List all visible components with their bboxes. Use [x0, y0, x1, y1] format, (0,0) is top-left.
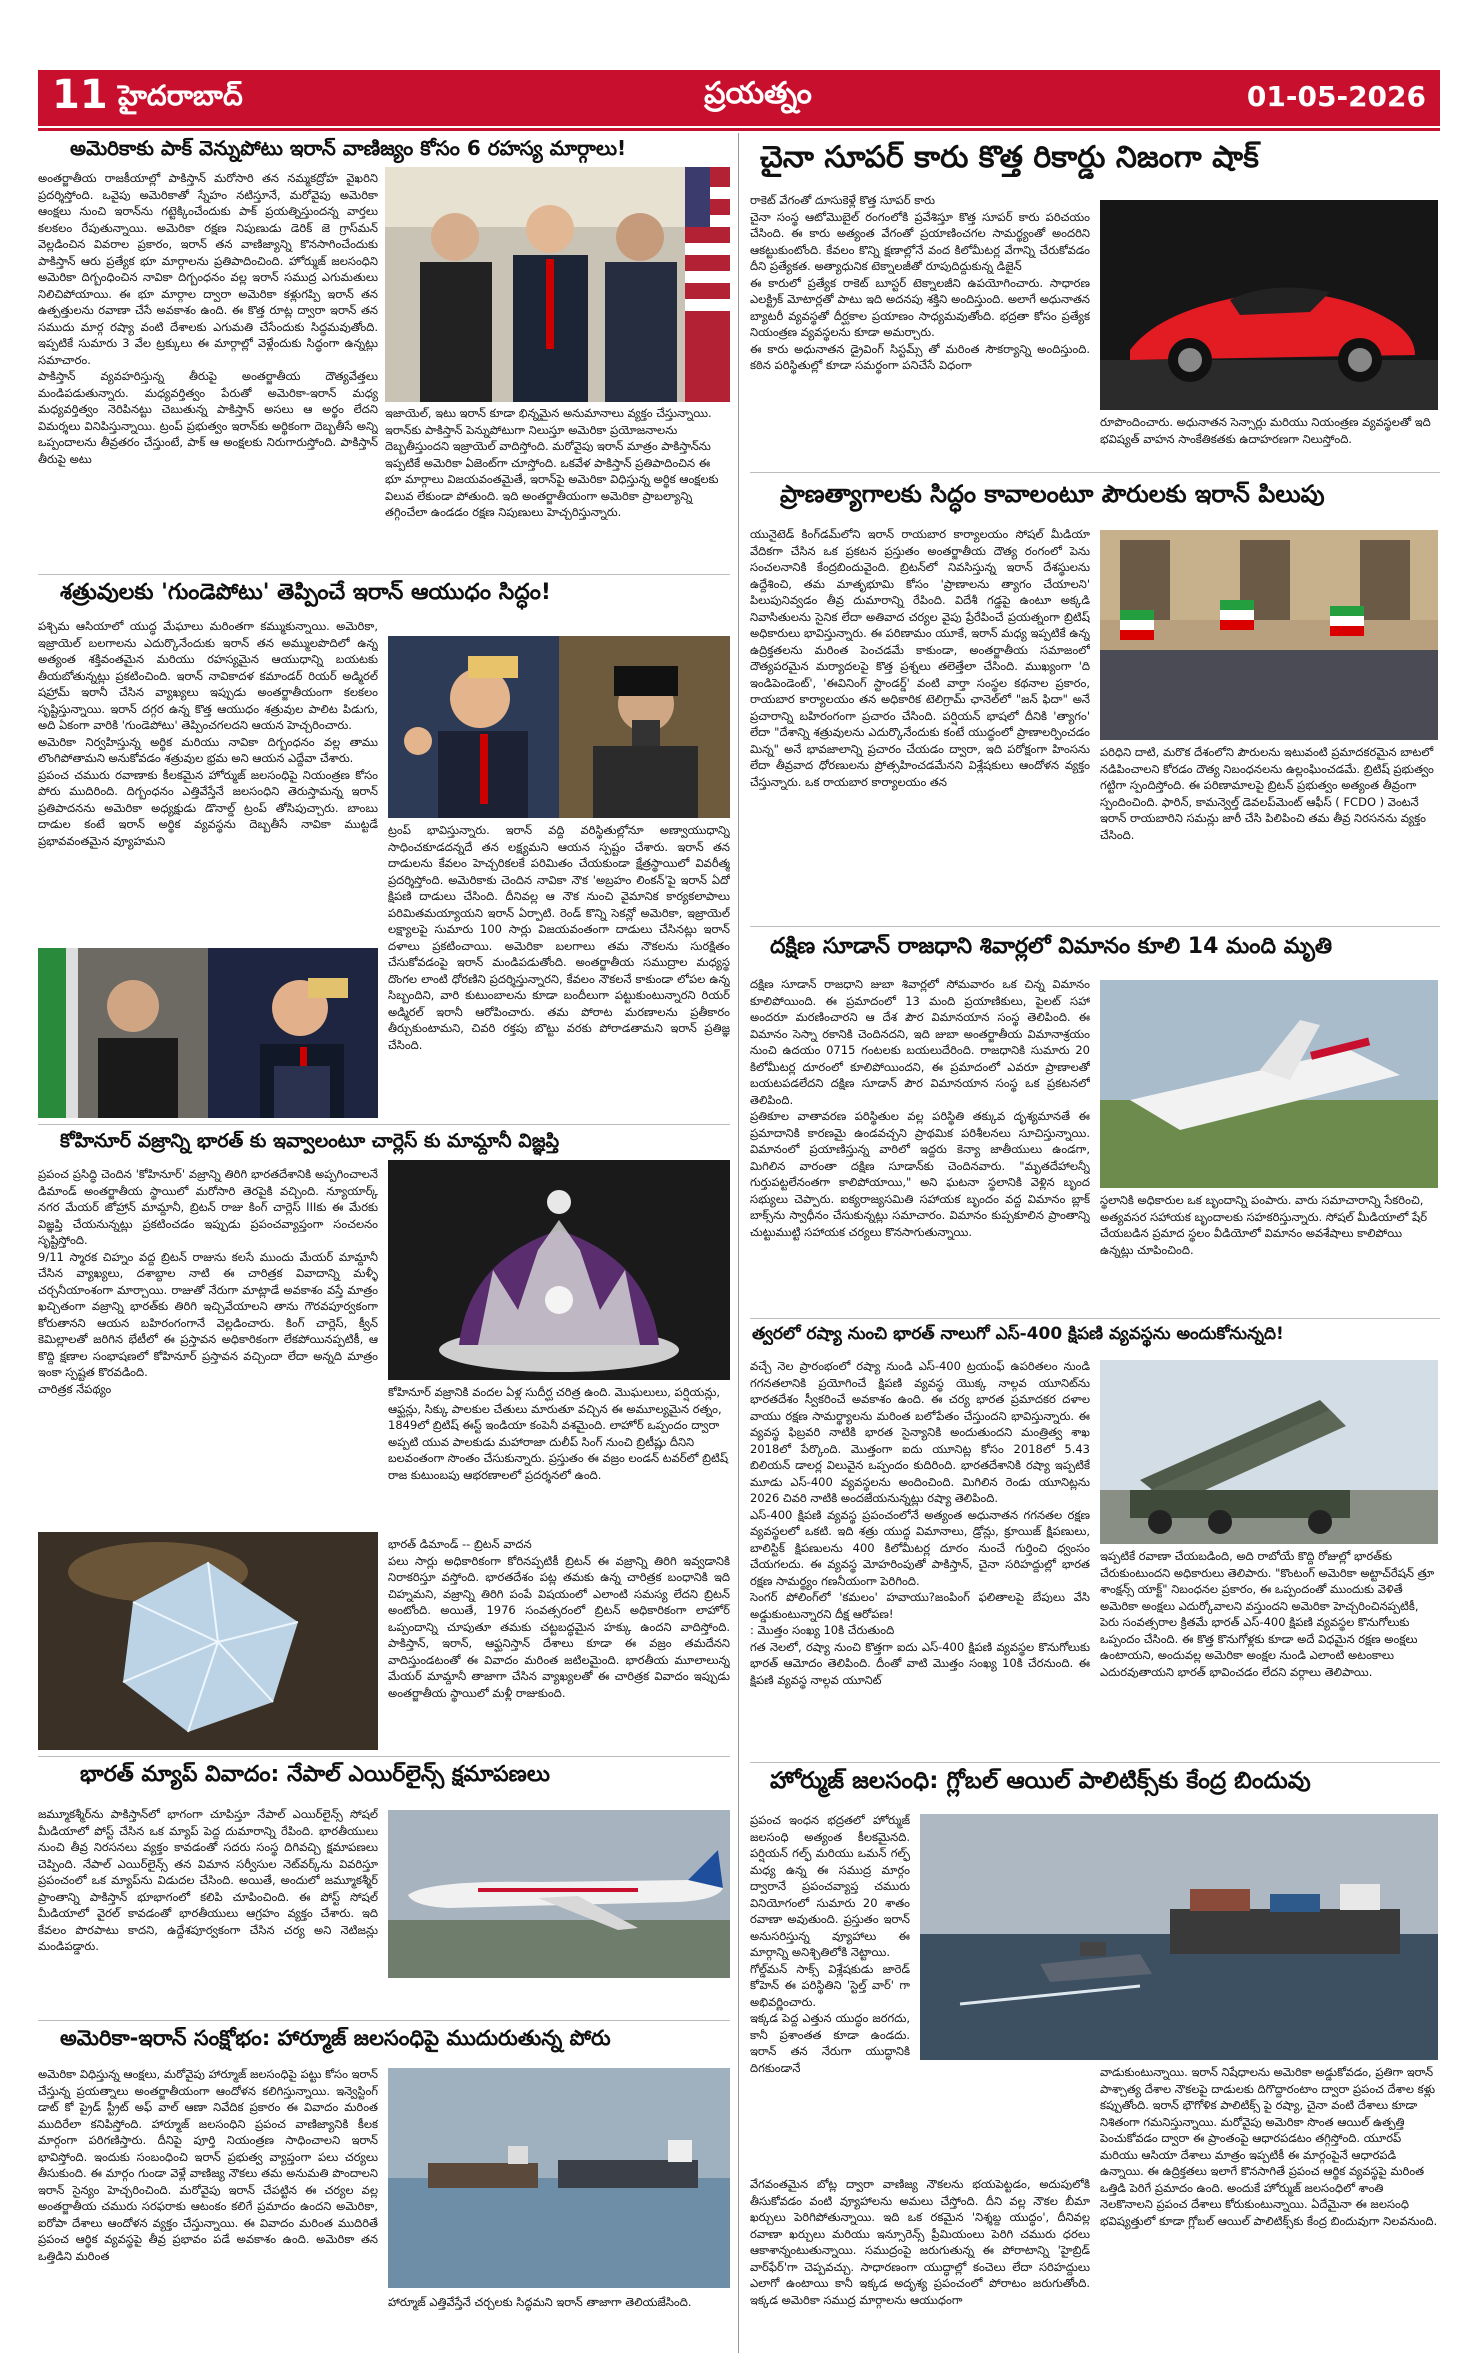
photo-protest: [1100, 530, 1438, 740]
photo-protest-image: [1100, 530, 1438, 740]
headline: దక్షిణ సూడాన్ రాజధాని శివార్లలో విమానం కూలి 14 మంది మృతి: [770, 934, 1333, 959]
photo-caption: రూపొందించారు. అధునాతన సెన్సార్లు మరియు నియంత్రణ వ్యవస్థలతో ఇది భవిష్యత్ వాహన సాంకేతికతకు ఉదాహరణగా నిలుస్తోంది.: [1100, 415, 1431, 446]
photo-caption: వాడుకుంటున్నాయి. ఇరాన్ నిషేధాలను అమెరికా అడ్డుకోవడం, ప్రతిగా ఇరాన్ పాశ్చాత్య దేశాల నౌకలపై దాడులకు దిగొద్దారంటాం ద్వారా ప్రపంచ దేశాల కళ్లు కప్పుతోంది. ఇరాన్ భౌగోళిక పాలిటిక్స్ పై రష్యా, చైనా వంటి దేశాలు కూడా నిశితంగా గమనిస్తున్నాయి. మరోవైపు అమెరికా సొంత ఆయిల్ ఉత్పత్తి పెంచుకోవడం ద్వారా ఈ ప్రాంతంపై ఆధారపడటం తగ్గిస్తోంది. యూరప్ మరియు ఆసియా దేశాలు మాత్రం ఇప్పటికీ ఈ మార్గంపైనే ఆధారపడి ఉన్నాయి. ఈ ఉద్రిక్తతలు ఇలాగే కొనసాగితే ప్రపంచ ఆర్థిక వ్యవస్థపై మరింత ఒత్తిడి పెరిగే ప్రమాదం ఉంది. అందుకే హోర్ముజ్ జలసంధిలో శాంతి నెలకొనాలని ప్రపంచ దేశాలు కోరుకుంటున్నాయి. ఏదేమైనా ఈ జలసంధి భవిష్యత్తులో కూడా గ్లోబల్ ఆయిల్ పాలిటిక్స్‌కు కేంద్ర బిందువుగా నిలవనుంది.: [1100, 2065, 1438, 2228]
paragraph: పలు సార్లు అధికారికంగా కోరినప్పటికీ బ్రిటన్ ఈ వజ్రాన్ని తిరిగి ఇవ్వడానికి నిరాకరిస్తూ వస్తోంది. భారతదేశం పట్ల తమకు ఉన్న చారిత్రక బంధానికి ఇది చిహ్నమని, వజ్రాన్ని తిరిగి పంపే విషయంలో ఎలాంటి సమస్య లేదని బ్రిటన్ అంటోంది. అయితే, 1976 సంవత్సరంలో బ్రిటన్ అధికారికంగా లాహోర్ ఒప్పందాన్ని చూపుతూ తమకు చట్టబద్ధమైన హక్కు ఉందని వాదిస్తోంది. పాకిస్తాన్, ఇరాన్, ఆఫ్ఘనిస్తాన్ దేశాలు కూడా ఈ వజ్రం తమదేనని వాదిస్తుండటంతో ఈ వివాదం మరింత జటిలమైంది. భారతీయ మూలాలున్న మేయర్ మామ్దానీ తాజాగా చేసిన వ్యాఖ్యలతో ఈ చారిత్రక వివాదం ఇప్పుడు అంతర్జాతీయ స్థాయిలో మళ్లీ రాజుకుంది.: [388, 1553, 730, 1700]
edition-date: 01-05-2026: [1246, 80, 1426, 113]
photo-caption: పరిధిని దాటి, మరొక దేశంలోని పౌరులను ఇటువంటి ప్రమాదకరమైన బాటలో నడిపించాలని కోరడం దౌత్య నిబంధనలను ఉల్లంఘించడమే. బ్రిటిష్ ప్రభుత్వం గట్టిగా స్పందిస్తోంది. ఈ పరిణామాలపై బ్రిటన్ ప్రభుత్వం అత్యంత తీవ్రంగా స్పందించింది. ఫారిన్, కామన్వెల్త్ డెవలప్‌మెంట్ ఆఫీస్ ( FCDO ) వెంటనే ఇరాన్ రాయబారిని సమన్లు జారీ చేసి పిలిపించి తమ తీవ్ర నిరసనను వ్యక్తం చేసింది.: [1100, 745, 1434, 842]
photo-leaders-handshake-image: [385, 167, 730, 402]
article-body: [750, 1358, 1090, 1758]
page-header: [38, 70, 1440, 126]
article-body: [388, 1536, 730, 1750]
subheading: చారిత్రక నేపథ్యం: [38, 1381, 112, 1396]
column-divider: [738, 133, 739, 2353]
paragraph: 9/11 స్మారక చిహ్నం వద్ద బ్రిటన్ రాజును కలసే ముందు మేయర్ మామ్దానీ చేసిన వ్యాఖ్యలు, దశాబ్దాల నాటి ఈ చారిత్రక వివాదాన్ని మళ్ళీ చర్చనీయాంశంగా మార్చాయి. రాజుతో నేరుగా మాట్లాడే అవకాశం వస్తే మాత్రం ఖచ్చితంగా వజ్రాన్ని భారత్‌కు తిరిగి ఇచ్చివేయాలని తాను గౌరవపూర్వకంగా కోరుతానని ఆయన బహిరంగంగానే వెల్లడించారు. కింగ్ చార్లెస్, క్వీన్ కెమిల్లాలతో జరిగిన భేటీలో ఈ ప్రస్తావన అధికారికంగా లేకపోయినప్పటికీ, ఆ కొద్ది క్షణాల సంభాషణలో కోహినూర్ ప్రస్తావన వచ్చిందా లేదా అన్నది మాత్రం ఇంకా స్పష్టత కొరవడింది.: [38, 1249, 378, 1379]
article-separator: [750, 472, 1440, 473]
paragraph: దక్షిణ సూడాన్ రాజధాని జుబా శివార్లలో సోమవారం ఒక చిన్న విమానం కూలిపోయింది. ఈ ప్రమాదంలో 13 మంది ప్రయాణికులు, పైలట్ సహా అందరూ మరణించారని ఆ దేశ పౌర విమానయాన సంస్థ తెలిపింది. ఈ విమానం సెస్నా రకానికి చెందినదని, ఇది జుబా అంతర్జాతీయ విమానాశ్రయం నుంచి ఉదయం 0715 గంటలకు బయలుదేరింది. రాజధానికి సుమారు 20 కిలోమీటర్ల దూరంలో కూలిపోయిందని, ఈ ప్రమాదంలో ఎవరూ ప్రాణాలతో బయటపడలేదని దక్షిణ సూడాన్ పౌర విమానయాన సంస్థ ఒక ప్రకటనలో తెలిపింది.: [750, 977, 1090, 1107]
paragraph: ప్రపంచ ఇంధన భద్రతలో హోర్ముజ్ జలసంధి అత్యంత కీలకమైనది. పర్షియన్ గల్ఫ్ మరియు ఒమన్ గల్ఫ్ మధ్య ఉన్న ఈ సముద్ర మార్గం ద్వారానే ప్రపంచవ్యాప్త చమురు వినియోగంలో సుమారు 20 శాతం రవాణా అవుతుంది. ప్రస్తుతం ఇరాన్ అనుసరిస్తున్న వ్యూహాలు ఈ మార్గాన్ని అనిశ్చితిలోకి నెట్టాయి.: [750, 1813, 910, 1959]
paragraph: ప్రపంచ చమురు రవాణాకు కీలకమైన హోర్ముజ్ జలసంధిపై నియంత్రణ కోసం పోరు ముదిరింది. దిగ్బంధనం ఎత్తివేస్తేనే జలసంధిని తెరుస్తామన్న ఇరాన్ ప్రతిపాదనను అమెరికా అధ్యక్షుడు డొనాల్డ్ ట్రంప్ తోసిపుచ్చారు. బాంబు దాడుల కంటే ఇరాన్ అర్థిక వ్యవస్థను దెబ్బతీసే నావికా ముట్టడే ప్రభావవంతమైన వ్యూహమని: [38, 767, 378, 848]
paragraph: చైనా సంస్థ ఆటోమొబైల్ రంగంలోకి ప్రవేశిస్తూ కొత్త సూపర్ కారు పరిచయం చేసింది. ఈ కారు అత్యంత వేగంతో ప్రయాణించగల సామర్థ్యంతో అందరిని ఆకట్టుకుంటోంది. కేవలం కొన్ని క్షణాల్లోనే వంద కిలోమీటర్ల వేగాన్ని చేరుకోవడం దీని ప్రత్యేకత. అత్యాధునిక టెక్నాలజీతో రూపుదిద్దుకున్న డిజైన్: [750, 209, 1090, 273]
article-body: ట్రంప్ భావిస్తున్నారు. ఇరాన్ వద్ది వరిస్థితుల్లోనూ అణ్వాయుధాన్ని సాధించకూడదన్నదే తన లక్ష్యమని ఆయన స్పష్టం చేశారు. ఇరాన్ తన దాడులను కేవలం హెచ్చరికలకే పరిమితం చేయకుండా క్షేత్రస్థాయిలో వివరీత్మ ప్రదర్శిస్తోంది. అమెరికాకు చెందిన నావికా నౌక 'అబ్రహం లింకన్'పై ఇరాన్ ఏదో క్షిపణి దాడులు చేసింది. దీనివల్ల ఆ నౌక నుంచి వైమానిక కార్యకలాపాలు పరిమితమయ్యాయని ఇరాన్ ఏర్పాటి. రెండ్ కొన్ని సెకన్లో అమెరికా, ఇజ్రాయెల్ లక్ష్యాలపై సుమారు 100 సార్లు విజయవంతంగా దాడులు చేసినట్లు ఇరాన్ దళాలు ప్రకటించాయి. అమెరికా బలగాలు తమ నౌకలను సురక్షితం చేసుకోవడంపై ఇరాన్ మండిపడుతోంది. అంతర్జాతీయ సముద్రాల మధ్యస్థ దొంగల లాంటి ధోరణిని ప్రదర్శిస్తున్నారని, కేవలం నౌకలనే కాకుండా లోపల ఉన్న సిబ్బందిని, వారి కుటుంబాలను కూడా బందీలుగా పట్టుకుంటున్నారని రియర్ అడ్మిరల్ ఇరానీ ఆరోపించారు. తమ పోరాట మరణాలను ప్రతీకారం తీర్చుకుంటామని, చివరి రక్తపు బొట్టు వరకు పోరాడతామని ఇరాన్ ప్రతిజ్ఞ చేసింది.: [388, 823, 730, 1052]
photo-diamond-image: [38, 1532, 378, 1750]
headline: శత్రువులకు 'గుండెపోటు' తెప్పించే ఇరాన్ ఆయుధం సిద్ధం!: [60, 580, 551, 605]
headline: హోర్ముజ్ జలసంధి: గ్లోబల్ ఆయిల్ పాలిటిక్స్‌కు కేంద్ర బిందువు: [770, 1768, 1311, 1794]
photo-airplane-image: [388, 1810, 730, 1978]
paragraph: అమెరికా నిర్వహిస్తున్న అర్థిక మరియు నావికా దిగ్బంధనం వల్ల తాము లొంగిపోతామని అనుకోవడం శత్రువుల భ్రమ అని ఆయన ఎద్దేవా చేశారు.: [38, 734, 378, 765]
photo-plane-crash: [1100, 980, 1438, 1188]
article-separator: [750, 1762, 1440, 1763]
photo-diamond: [38, 1532, 378, 1750]
photo-caption: ఇజాయెల్, ఇటు ఇరాన్ కూడా భిన్నమైన అనుమానాలు వ్యక్తం చేస్తున్నాయి. ఇరాన్‌కు పాకిస్తాన్ పెన్నుపోటుగా నిలుస్తూ అమెరికా ప్రయోజనాలను దెబ్బతీస్తుందని ఇజ్రాయెల్ వాదిస్తోంది. మరోవైపు ఇరాన్ మాత్రం పాకిస్తాన్‌ను ఇప్పటికే అమెరికా ఏజెంట్‌గా చూస్తోంది. ఒకవేళ పాకిస్తాన్ ప్రతిపాదించిన ఈ భూ మార్గాలు విజయవంతమైతే, ఇరాన్‌పై అమెరికా విధిస్తున్న అర్థిక ఆంక్షలకు విలువ లేకుండా పోతుంది. ఇది అంతర్జాతీయంగా అమెరికా ప్రాబల్యాన్ని తగ్గించేలా ఉండడం రక్షణ నిపుణులు హెచ్చరిస్తున్నారు.: [385, 406, 719, 519]
photo-crown-image: [388, 1160, 730, 1380]
headline: చైనా సూపర్ కారు కొత్త రికార్డు నిజంగా షాక్: [760, 140, 1259, 175]
subheading: భారత్ డిమాండ్ -- బ్రిటన్ వాదన: [388, 1537, 532, 1551]
photo-supercar-image: [1100, 200, 1438, 410]
photo-plane-crash-image: [1100, 980, 1438, 1188]
photo-officials-podium-image: [38, 948, 378, 1118]
article-separator: [38, 574, 730, 575]
paragraph: అంతర్జాతీయ రాజకీయాల్లో పాకిస్తాన్ మరోసారి తన నమ్మకద్రోహ వైఖరిని ప్రదర్శిస్తోంది. ఒవైపు అమెరికాతో స్నేహం నటిస్తూనే, మరోవైపు అమెరికా ఆంక్షలు నుంచి ఇరాన్‌ను గట్టెక్కించేందుకు పాక్ ప్రయత్నిస్తుందన్న వార్తలు కలకలం రేపుతున్నాయి. అమెరికా రక్షణ నిపుణుడు డెరిక్ జె గ్రాస్‌మన్ వెల్లడించిన వివరాల ప్రకారం, ఇరాన్ తన వాణిజ్యాన్ని కొనసాగించేందుకు పాకిస్తాన్ ఆరు ప్రత్యేక భూ మార్గాలను ప్రతిపాదించింది. హోర్ముజ్ జలసంధిని అమెరికా దిగ్బంధించిన నావికా దిగ్బంధనం వల్ల ఇరాన్ సముద్ర ఎగుమతులు నిలిచిపోయాయి. ఈ భూ మార్గాల ద్వారా అమెరికా కళ్లుగప్పి ఇరాన్ తన ఉత్పత్తులను రవాణా చేసే అవకాశం ఉంది. ఈ కొత్త రూట్ల ద్వారా ఇరాన్ తన సముదు మార్గ రష్యా వంటి దేశాలకు ఎగుమతి చేసేందుకు సిద్ధమవుతోంది. ఇప్పటికే సుమారు 3 వేల ట్రక్కులు ఈ మార్గాల్లో వెళ్లేందుకు సిద్ధంగా ఉన్నట్లు సమాచారం.: [38, 171, 378, 367]
article-body: [38, 1166, 378, 1526]
article-separator: [750, 926, 1440, 927]
photo-caption: కోహినూర్ వజ్రానికి వందల ఏళ్ల సుదీర్ఘ చరిత్ర ఉంది. మొఘలులు, పర్షియన్లు, ఆఫ్ఘన్లు, సిక్కు పాలకుల చేతులు మారుతూ వచ్చిన ఈ అమూల్యమైన రత్నం, 1849లో బ్రిటిష్ ఈస్ట్ ఇండియా కంపెనీ వశమైంది. లాహోర్ ఒప్పందం ద్వారా అప్పటి యువ పాలకుడు మహారాజా దులీప్ సింగ్ నుంచి బ్రిటీష్లు దీనిని బలవంతంగా సొంతం చేసుకున్నారు. ప్రస్తుతం ఈ వజ్రం లండన్ టవర్‌లో బ్రిటిష్ రాజ కుటుంబపు ఆభరణాలలో ప్రదర్శనలో ఉంది.: [388, 1385, 729, 1482]
paragraph: గోల్డ్‌మన్ సాక్స్ విశ్లేషకుడు జారెడ్ కోహెన్ ఈ పరిస్థితిని 'స్టెల్త్ వార్' గా అభివర్ణించారు.: [750, 1961, 910, 2009]
photo-s400-launcher-image: [1100, 1360, 1438, 1544]
paragraph: సెంగర్ పోలింగ్‌లో 'కమలం' హవాయు?జంపింగ్ ఫలితాలపై బేపులు వేసి అడ్డుకుంటున్నారని దీక్ష ఆరోపణ!: [750, 1590, 1090, 1621]
headline: అమెరికా-ఇరాన్ సంక్షోభం: హార్మూజ్ జలసంధిపై ముదురుతున్న పోరు: [60, 2026, 611, 2050]
article-body: వేగవంతమైన బోట్ల ద్వారా వాణిజ్య నౌకలను భయపెట్టడం, అదుపులోకి తీసుకోవడం వంటి వ్యూహాలను అమలు చేస్తోంది. దీని వల్ల నౌకల బీమా ఖర్చులు పెరిగిపోతున్నాయి. ఇది ఒక రకమైన 'నిశ్శబ్ద యుద్ధం', దీనివల్ల రవాణా ఖర్చులు మరియు ఇన్సూరెన్స్ ప్రీమియంలు పెరిగి చమురు ధరలు ఆకాశాన్నంటుతున్నాయి. సముద్రంపై జరుగుతున్న ఈ పోరాటాన్ని 'హైబ్రిడ్ వార్‌ఫేర్'గా చెప్పవచ్చు. సాధారణంగా యుద్ధాల్లో కంచెలు లేదా సరిహద్దులు ఎలాగో ఉంటాయి కానీ ఇక్కడ అదృశ్య ప్రపంచంలో పోరాటం జరుగుతోంది. ఇక్కడ అమెరికా సముద్ర మార్గాలను ఆయుధంగా: [750, 2177, 1090, 2307]
article-separator: [38, 1124, 730, 1125]
headline: భారత్ మ్యాప్ వివాదం: నేపాల్ ఎయిర్‌లైన్స్ క్షమాపణలు: [80, 1762, 551, 1787]
article-body: [750, 976, 1090, 1316]
article-body: [750, 192, 1090, 460]
article-body: [38, 618, 378, 943]
photo-officials-podium: [38, 948, 378, 1118]
article-separator: [750, 1318, 1440, 1319]
header-rule: [38, 128, 1440, 131]
article-separator: [38, 1756, 730, 1757]
paragraph: గత నెలలో, రష్యా నుంచి కొత్తగా ఐదు ఎస్-400 క్షిపణి వ్యవస్థల కొనుగోలుకు భారత్ ఆమోదం తెలిపింది. దీంతో వాటి మొత్తం సంఖ్య 10కి చేరనుంది. ఈ క్షిపణి వ్యవస్థ నాల్గవ యూనిట్: [750, 1639, 1090, 1687]
paragraph: ఈ కారు అధునాతన డ్రైవింగ్ సిస్టమ్స్ తో మరింత సౌకర్యాన్ని అందిస్తుంది. కఠిన పరిస్థితుల్లో కూడా సమర్థంగా పనిచేసే విధంగా: [750, 341, 1090, 372]
paragraph: పాకిస్తాన్ వ్యవహరిస్తున్న తీరుపై అంతర్జాతీయ దౌత్యవేత్తలు మండిపడుతున్నారు. మధ్యవర్తిత్వం పేరుతో అమెరికా-ఇరాన్ మధ్య మధ్యవర్తిత్వం నెరిపినట్టు చెబుతున్న పాకిస్తాన్ అసలు ఆ అర్థం లేదని విమర్శలు వినిపిస్తున్నాయి. ట్రంప్ ప్రభుత్వం ఇరాన్‌కు అర్థికంగా దెబ్బతీసే అన్ని ఒప్పందాలను తీవ్రతరం చేస్తుంటే, పాక్ ఆ అంక్షలకు నిరుగారుస్తోంది. పాకిస్తాన్ తీరుపై అటు: [38, 369, 378, 466]
article-body: [750, 1812, 910, 2172]
paragraph: రాకెట్ వేగంతో దూసుకెళ్లే కొత్త సూపర్ కారు: [750, 193, 935, 207]
photo-s400-launcher: [1100, 1360, 1438, 1544]
paragraph: ప్రపంచ ప్రసిద్ధి చెందిన 'కోహినూర్' వజ్రాన్ని తిరిగి భారతదేశానికి అప్పగించాలనే డిమాండ్ అంతర్జాతీయ స్థాయిలో మరోసారి తెరపైకి వచ్చింది. న్యూయార్క్ నగర మేయర్ జోహ్రాన్ మామ్దానీ, బ్రిటన్ రాజు కింగ్ చార్లెస్ IIIకు ఈ మేరకు విజ్ఞప్తి చేయనున్నట్లు ప్రకటించడం ఇప్పుడు ప్రపంచవ్యాప్తంగా సంచలనం సృష్టిస్తోంది.: [38, 1167, 378, 1247]
photo-caption: ఇప్పటికే రవాణా చేయబడింది, అది రాబోయే కొద్ది రోజుల్లో భారత్‌కు చేరుకుంటుందని అధికారులు తెలిపారు. "కొంటంగ్ అమెరికా అట్టాచ్‌రేషన్ త్రూ శాంక్షన్స్ యాక్ట్" నిబంధనల ప్రకారం, ఈ ఒప్పందంతో ముందుకు వెళితే అమెరికా అంక్షలు ఎదుర్కోవాలని వస్తుందని అమెరికా హెచ్చరించినప్పటికీ, పెరు సంవత్సరాల క్రితమే భారత్ ఎస్-400 క్షిపణి వ్యవస్థల కొనుగోలుకు ఒప్పందం చేసింది. ఈ కొత్త కొనుగోళ్లకు కూడా అదే విధమైన రక్షణ అంక్షలు ఉంటాయని, అందువల్ల అమెరికా అంక్షల నుండి ఎలాంటి అటంకాలు ఎదురవుతాయని భారత్ భావించడం లేదని వర్గాలు తెలిపాయి.: [1100, 1549, 1435, 1679]
paragraph: ప్రతికూల వాతావరణ పరిస్థితుల వల్ల పరిస్థితి తక్కువ దృశ్యమానతే ఈ ప్రమాదానికి కారణమై ఉండవచ్చని ప్రాథమిక పరిశీలనలు సూచిస్తున్నాయి. విమానంలో ప్రయాణిస్తున్న వారిలో ఇద్దరు కెన్యా జాతీయులు ఉండగా, మిగిలిన వారంతా దక్షిణ సూడాన్‌కు చెందినవారు. "మృతదేహాలన్నీ గుర్తుపట్టలేనంతగా కాలిపోయాయి," అని ఘటనా స్థలానికి వెళ్లిన బృంద సభ్యులు చెప్పారు. ఐక్యరాజ్యసమితి సహాయక బృందం వద్ద విమానం బ్లాక్ బాక్స్‌ను స్వాధీనం చేసుకున్నట్లు సమాచారం. విమానం కుప్పకూలిన ప్రాంతాన్ని చుట్టుముట్టి సహాయక చర్యలు కొనసాగుతున్నాయి.: [750, 1109, 1090, 1239]
article-body: అమెరికా విధిస్తున్న ఆంక్షలు, మరోవైపు హార్మూజ్ జలసంధిపై పట్టు కోసం ఇరాన్ చేస్తున్న ప్రయత్నాలు అంతర్జాతీయంగా ఆందోళన కలిగిస్తున్నాయి. ఇన్వెస్టింగ్ డాట్ కో ప్రైడ్ స్ట్రీట్ అఫ్ వాల్ ఆణా నివేదిక ప్రకారం ఈ వివాదం మరింత ముదిరేలా కనిపిస్తోంది. హార్మూజ్ జలసంధిని ప్రపంచ వాణిజ్యానికి కీలక మార్గంగా పరిగణిస్తారు. దీనిపై పూర్తి నియంత్రణ సాధించాలని ఇరాన్ భావిస్తోంది. ఇందుకు సంబంధించి ఇరాన్ ప్రభుత్వ వ్యాప్తంగా పలు చర్యలు తీసుకుంది. ఈ మార్గం గుండా వెళ్లే వాణిజ్య నౌకలు తమ అనుమతి పొందాలని ఇరాన్ సైన్యం హెచ్చరించింది. మరోవైపు ఇరాన్ చేపట్టిన ఈ చర్యల వల్ల అంతర్జాతీయ చమురు సరఫరాకు ఆటంకం కలిగే ప్రమాదం ఉందని అమెరికా, ఐరోపా దేశాలు ఆందోళన వ్యక్తం చేస్తున్నాయి. ఈ వివాదం మరింత ముదిరితే ప్రపంచ ఆర్థిక వ్యవస్థపై తీవ్ర ప్రభావం పడే అవకాశం ఉంది. అమెరికా తన ఒత్తిడిని మరింత: [38, 2067, 378, 2263]
photo-caption: హార్మూజ్ ఎత్తివేస్తేనే చర్చలకు సిద్ధమని ఇరాన్ తాజాగా తెలియజేసింది.: [388, 2295, 692, 2309]
paragraph: వచ్చే నెల ప్రారంభంలో రష్యా నుండి ఎస్-400 ట్రయంఫ్ ఉపరితలం నుండి గగనతలానికి ప్రయోగించే క్షిపణి వ్యవస్థ యొక్క నాల్గవ యూనిట్‌ను భారతదేశం స్వీకరించే అవకాశం ఉంది. ఈ చర్య భారత ప్రమాదకర దళాల వాయు రక్షణ సామర్థ్యాలను మరింత బలోపేతం చేస్తుందని భావిస్తున్నారు. ఈ వ్యవస్థ ఫిబ్రవరి నాటికి భారత సైన్యానికి అందుతుందని మంత్రిత్వ శాఖ 2018లో పేర్కొంది. మొత్తంగా ఐదు యూనిట్ల కోసం 2018లో 5.43 బిలియన్ డాలర్ల విలువైన ఒప్పందం కుదిరింది. భారతదేశానికి రష్యా ఇప్పటికే మూడు ఎస్-400 వ్యవస్థలను అందించింది. మిగిలిన రెండు యూనిట్లను 2026 చివరి నాటికి అందజేయనున్నట్లు రష్యా తెలిపింది.: [750, 1359, 1090, 1505]
photo-crown: [388, 1160, 730, 1380]
paragraph: పశ్చిమ ఆసియాలో యుద్ధ మేఘాలు మరింతగా కమ్ముకున్నాయి. అమెరికా, ఇజ్రాయెల్ బలగాలను ఎదుర్కొనేందుకు ఇరాన్ తన అమ్ములపొదిలో ఉన్న అత్యంత శక్తివంతమైన మరియు రహస్యమైన ఆయుధాన్ని బయటకు తీయబోతున్నట్లు ప్రకటించింది. ఇరాన్ నావికాదళ కమాండర్ రియర్ అడ్మిరల్ షహ్రామ్ ఇరానీ చేసిన వ్యాఖ్యలు ఇప్పుడు అంతర్జాతీయంగా కలకలం సృష్టిస్తున్నాయి. ఇరాన్ దగ్గర ఉన్న కొత్త ఆయుధం శత్రువుల పాలిట పిడుగు, అది ఏకంగా వారికి 'గుండెపోటు' తెప్పించగలదని ఆయన హెచ్చరించారు.: [38, 619, 378, 732]
article-body: జమ్మూకశ్మీర్‌ను పాకిస్తాన్‌లో భాగంగా చూపిస్తూ నేపాల్ ఎయిర్‌లైన్స్ సోషల్ మీడియాలో పోస్ట్ చేసిన ఒక మ్యాప్ పెద్ద దుమారాన్ని రేపింది. భారతీయులు నుంచి తీవ్ర నిరసనలు వ్యక్తం కావడంతో సదరు సంస్థ దిగివచ్చి క్షమాపణలు చెప్పింది. నేపాల్ ఎయిర్‌లైన్స్ తన విమాన సర్వీసుల నెట్‌వర్క్‌ను వివరిస్తూ ప్రపంచంలో ఒక మ్యాప్‌ను విడుదల చేసింది. అయితే, అందులో జమ్మూకశ్మీర్ ప్రాంతాన్ని పాకిస్తాన్ భూభాగంలో కలిపి చూపించింది. ఈ పోస్ట్ సోషల్ మీడియాలో వైరల్ కావడంతో భారతీయులు ఆగ్రహం వ్యక్తం చేశారు. ఇది కేవలం పొరపాటు కాదని, ఉద్దేశపూర్వకంగా చేసిన చర్య అని నెటిజన్లు మండిపడ్డారు.: [38, 1807, 378, 1953]
photo-supercar: [1100, 200, 1438, 410]
photo-trump-khamenei: [388, 636, 730, 818]
headline: అమెరికాకు పాక్ వెన్నుపోటు ఇరాన్ వాణిజ్యం కోసం 6 రహస్య మార్గాలు!: [70, 136, 627, 160]
photo-gulf-boats: [920, 1814, 1438, 2060]
photo-gulf-boats-image: [920, 1814, 1438, 2060]
article-body: యునైటెడ్ కింగ్‌డమ్‌లోని ఇరాన్ రాయబార కార్యాలయం సోషల్ మీడియా వేదికగా చేసిన ఒక ప్రకటన ప్రస్తుతం అంతర్జాతీయ దౌత్య రంగంలో పెను సంచలనానికి కేంద్రబిందువైంది. బ్రిటన్‌లో నివసిస్తున్న ఇరాన్ దేశస్థులను ఉద్దేశించి, తమ మాతృభూమి కోసం 'ప్రాణాలను త్యాగం చేయాలని' పిలుపునివ్వడం తీవ్ర దుమారాన్ని రేపింది. విదేశీ గడ్డపై ఉంటూ అక్కడి నివాసితులను సైనిక లేదా అతివాద చర్యల వైపు ప్రేరేపించే ప్రయత్నంగా బ్రిటిష్ అధికారులు భావిస్తున్నారు. ఈ పరిణామం యూకే, ఇరాన్ మధ్య ఇప్పటికే ఉన్న ఉద్రిక్తతలను మరింత పెంచడమే కాకుండా, అంతర్జాతీయ సమాజంలో దౌత్యపరమైన మర్యాదలపై కొత్త ప్రశ్నలు తలెత్తేలా చేసింది. ముఖ్యంగా 'ది ఇండిపెండెంట్', 'ఈవినింగ్ స్టాండర్డ్' వంటి వార్తా సంస్థల కథనాల ప్రకారం, రాయబార కార్యాలయం తన అధికారిక టెలిగ్రామ్ ఛానెల్‌లో "జన్ ఫిదా" అనే ప్రచారాన్ని బహిరంగంగా ప్రచారం చేసింది. పర్షియన్ భాషలో దీనికి 'త్యాగం' లేదా "దేశాన్ని శత్రువులను ఎదుర్కొనేందుకు కంటే యుద్ధంలో ప్రాణాలర్పించడం మిన్న" అనే భావజాలాన్ని ప్రచారం చేయడం ద్వారా, ఇది పరోక్షంగా హింసను లేదా తీవ్రవాద ధోరణులను ప్రోత్సహించడమేనని విశ్లేషకులు ఆందోళన వ్యక్తం చేస్తున్నారు. ఒక రాయబార కార్యాలయం తన: [750, 527, 1090, 789]
photo-tankers: [388, 2068, 730, 2288]
article-body: [38, 170, 378, 570]
page-number: 11: [52, 72, 108, 118]
photo-trump-khamenei-image: [388, 636, 730, 818]
headline: కోహినూర్ వజ్రాన్ని భారత్ కు ఇవ్వాలంటూ చార్లెస్ కు మామ్దానీ విజ్ఞప్తి: [60, 1130, 560, 1152]
newspaper-logo: ప్రయత్నం: [704, 76, 812, 111]
photo-tankers-image: [388, 2068, 730, 2288]
paragraph: ఈ కారులో ప్రత్యేక రాకెట్ బూస్టర్ టెక్నాలజీని ఉపయోగించారు. సాధారణ ఎలక్ట్రిక్ మోటార్లతో పాటు ఇది అదనపు శక్తిని అందిస్తుంది. అలాగే అధునాతన బ్యాటరీ వ్యవస్థతో దీర్ఘకాల ప్రయాణం సాధ్యమవుతోంది. భద్రతా కోసం ప్రత్యేక నియంత్రణ వ్యవస్థలను కూడా అమర్చారు.: [750, 275, 1090, 339]
paragraph: ఎస్-400 క్షిపణి వ్యవస్థ ప్రపంచంలోనే అత్యంత అధునాతన గగనతల రక్షణ వ్యవస్థలలో ఒకటి. ఇది శత్రు యుద్ధ విమానాలు, డ్రోన్లు, క్రూయిజ్ క్షిపణులు, బాలిస్టిక్ క్షిపణులను 400 కిలోమీటర్ల దూరం నుంచే గుర్తించి ధ్వంసం చేయగలదు. ఈ వ్యవస్థ మోహరింపుతో పాకిస్తాన్, చైనా సరిహద్దుల్లో భారత రక్షణ సామర్థ్యం గణనీయంగా పెరిగింది.: [750, 1507, 1090, 1588]
edition-city: హైదరాబాద్: [118, 79, 243, 112]
paragraph: ఇక్కడ పెద్ద ఎత్తున యుద్ధం జరగదు, కానీ ప్రశాంతత కూడా ఉండదు. ఇరాన్ తన నేరుగా యుద్ధానికి దిగకుండానే: [750, 2011, 910, 2075]
paragraph: : మొత్తం సంఖ్య 10కి చేరుతుంది: [750, 1623, 895, 1637]
headline: త్వరలో రష్యా నుంచి భారత్ నాలుగో ఎస్-400 క్షిపణి వ్యవస్థను అందుకోనున్నది!: [752, 1324, 1284, 1344]
photo-leaders-handshake: [385, 167, 730, 402]
photo-airplane: [388, 1810, 730, 1978]
photo-caption: స్థలానికి అధికారుల ఒక బృందాన్ని పంపారు. వారు సమాచారాన్ని సేకరించి, అత్యవసర సహాయక బృందాలకు సహకరిస్తున్నారు. సోషల్ మీడియాలో షేర్ చేయబడిన ప్రమాద స్థలం వీడియోలో విమానం అవశేషాలు కాలిపోయి ఉన్నట్లు చూపించింది.: [1100, 1193, 1428, 1257]
article-separator: [38, 2020, 730, 2021]
headline: ప్రాణత్యాగాలకు సిద్ధం కావాలంటూ పౌరులకు ఇరాన్ పిలుపు: [780, 480, 1325, 508]
